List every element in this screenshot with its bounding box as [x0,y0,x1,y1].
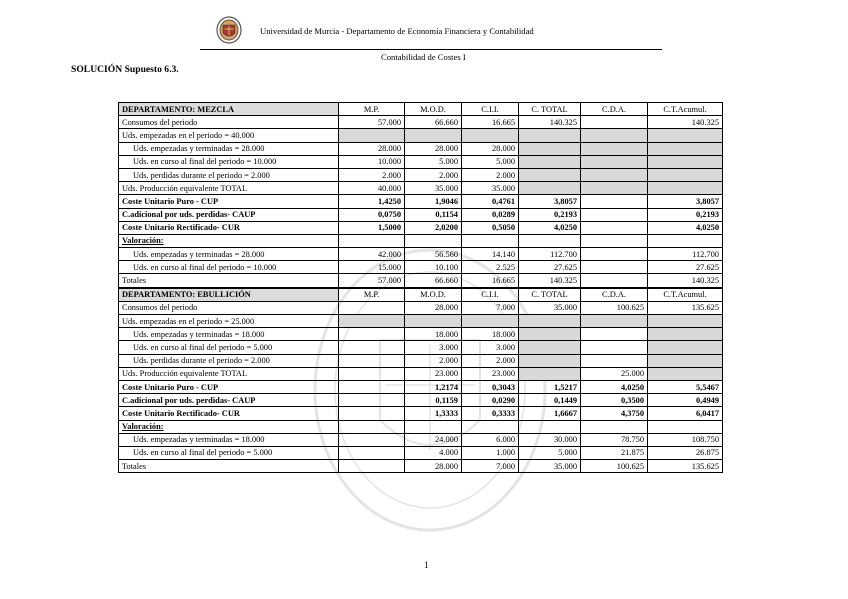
table-cell [581,208,648,221]
table-cell: 3.000 [462,341,519,354]
table-cell: 0,3043 [462,380,519,393]
table-row [119,354,723,367]
table-cell: 1,6667 [519,407,581,420]
table-cell [648,129,723,142]
row-label: C.adicional por uds. perdidas- CAUP [119,394,339,407]
column-header: C.D.A. [581,288,648,302]
cost-table [118,102,723,473]
table-row [119,407,723,420]
row-label: Coste Unitario Rectificado- CUR [119,221,339,234]
table-cell [519,367,581,380]
table-cell: 35.000 [405,182,462,195]
table-cell: 1,5217 [519,380,581,393]
table-cell: 0,0750 [339,208,405,221]
table-row [119,221,723,234]
table-cell: 2.000 [405,168,462,181]
table-cell [462,315,519,328]
column-header: M.O.D. [405,103,462,116]
table-row [119,168,723,181]
table-cell: 2.525 [462,261,519,274]
table-cell: 16.665 [462,116,519,129]
institution-header: Universidad de Murcia - Departamento de Economía Financiera y Contabilidad [260,26,534,36]
table-row [119,195,723,208]
table-cell: 25.000 [581,367,648,380]
table-cell [339,446,405,459]
table-row [119,234,723,247]
table-cell [581,328,648,341]
table-cell: 28.000 [462,142,519,155]
page-number: 1 [424,560,429,570]
table-cell [519,315,581,328]
table-cell [519,155,581,168]
table-cell: 42.000 [339,248,405,261]
table-row [119,394,723,407]
table-cell [648,328,723,341]
table-cell [581,420,648,433]
table-cell [648,354,723,367]
row-label: Uds. en curso al final del periodo = 5.000 [119,341,339,354]
table-cell [581,221,648,234]
table-cell: 100.625 [581,301,648,314]
table-cell: 23.000 [405,367,462,380]
table-row [119,155,723,168]
table-cell: 14.140 [462,248,519,261]
table-cell: 1,5000 [339,221,405,234]
table-cell: 7.000 [462,460,519,473]
column-header: C.I.I. [462,103,519,116]
table-cell: 27.625 [519,261,581,274]
table-cell: 0,2193 [519,208,581,221]
row-label: Totales [119,274,339,288]
table-cell [519,328,581,341]
table-row [119,315,723,328]
table-cell [519,129,581,142]
table-cell: 35.000 [519,460,581,473]
table-cell: 112.700 [648,248,723,261]
column-header: C.I.I. [462,288,519,302]
table-row [119,116,723,129]
table-cell [339,433,405,446]
row-label: Coste Unitario Puro - CUP [119,195,339,208]
table-row [119,420,723,433]
table-cell [519,142,581,155]
column-header: M.P. [339,288,405,302]
table-cell [648,142,723,155]
table-row [119,182,723,195]
table-cell: 0,1154 [405,208,462,221]
table-cell: 6.000 [462,433,519,446]
table-cell: 3,8057 [648,195,723,208]
table-cell [581,142,648,155]
table-cell [339,328,405,341]
row-label: Uds. en curso al final del periodo = 10.000 [119,261,339,274]
column-header: C.T.Acumul. [648,288,723,302]
table-cell [339,341,405,354]
course-title: Contabilidad de Costes I [381,52,466,62]
table-cell: 4,0250 [648,221,723,234]
row-label: Uds. empezadas y terminadas = 28.000 [119,248,339,261]
table-cell [581,168,648,181]
table-cell: 66.660 [405,274,462,288]
table-cell [648,155,723,168]
table-cell: 4,0250 [519,221,581,234]
table-cell: 1,4250 [339,195,405,208]
table-cell: 66.660 [405,116,462,129]
table-cell: 135.625 [648,301,723,314]
table-cell [405,420,462,433]
table-cell: 0,5050 [462,221,519,234]
table-cell: 0,4761 [462,195,519,208]
row-label: Uds. empezadas y terminadas = 28.000 [119,142,339,155]
table-cell: 0,3333 [462,407,519,420]
table-cell [648,168,723,181]
table-cell [339,301,405,314]
table-row [119,460,723,473]
table-cell: 10.000 [339,155,405,168]
row-label: Valoración: [119,420,339,433]
table-cell: 1.000 [462,446,519,459]
table-cell: 21.875 [581,446,648,459]
table-row [119,380,723,393]
table-cell: 2.000 [339,168,405,181]
table-cell: 1,3333 [405,407,462,420]
row-label: Uds. empezadas en el periodo = 25.000 [119,315,339,328]
table-cell: 0,1159 [405,394,462,407]
table-cell: 2.000 [405,354,462,367]
table-cell [519,341,581,354]
table-cell [581,315,648,328]
table-row [119,261,723,274]
table-cell: 6,0417 [648,407,723,420]
university-seal-icon [216,16,242,44]
table-row [119,274,723,288]
table-cell: 112.700 [519,248,581,261]
table-cell: 0,2193 [648,208,723,221]
table-cell: 1,9046 [405,195,462,208]
table-cell: 5,5467 [648,380,723,393]
table-row [119,367,723,380]
table-cell: 5.000 [519,446,581,459]
solution-title: SOLUCIÓN Supuesto 6.3. [71,64,179,75]
table-cell [339,380,405,393]
table-cell: 24.000 [405,433,462,446]
table-cell: 28.000 [405,460,462,473]
table-cell: 0,4949 [648,394,723,407]
table-cell [462,129,519,142]
table-cell [519,420,581,433]
row-label: Uds. Producción equivalente TOTAL [119,367,339,380]
table-cell [648,367,723,380]
row-label: Uds. perdidas durante el periodo = 2.000 [119,354,339,367]
table-cell: 0,0289 [462,208,519,221]
table-cell [339,407,405,420]
column-header: C.T.Acumul. [648,103,723,116]
table-row [119,248,723,261]
table-cell [462,420,519,433]
table-cell: 28.000 [405,301,462,314]
row-label: Uds. empezadas y terminadas = 18.000 [119,328,339,341]
table-cell [339,394,405,407]
table-cell [581,354,648,367]
header-divider [200,49,662,50]
table-cell: 140.325 [648,274,723,288]
column-header: M.P. [339,103,405,116]
table-cell [339,315,405,328]
table-cell [519,354,581,367]
table-cell [339,129,405,142]
table-cell: 40.000 [339,182,405,195]
table-cell: 57.000 [339,116,405,129]
table-cell [648,420,723,433]
table-row [119,341,723,354]
ebullicion-header-row [119,288,723,302]
table-cell [581,182,648,195]
row-label: Valoración: [119,234,339,247]
mezcla-header-row [119,103,723,116]
table-cell [581,234,648,247]
table-cell [648,234,723,247]
table-cell [581,155,648,168]
table-cell: 0,0290 [462,394,519,407]
row-label: Uds. empezadas en el periodo = 40.000 [119,129,339,142]
table-cell: 5.000 [405,155,462,168]
row-label: Consumos del periodo [119,116,339,129]
table-cell: 1,2174 [405,380,462,393]
row-label: Uds. en curso al final del periodo = 5.000 [119,446,339,459]
table-cell [339,420,405,433]
table-cell: 4,3750 [581,407,648,420]
table-cell: 2.000 [462,354,519,367]
table-cell: 56.560 [405,248,462,261]
table-cell: 0,1449 [519,394,581,407]
table-cell: 2,0200 [405,221,462,234]
column-header: C. TOTAL [519,288,581,302]
row-label: Uds. Producción equivalente TOTAL [119,182,339,195]
table-cell [648,182,723,195]
table-cell: 7.000 [462,301,519,314]
table-cell [339,367,405,380]
table-row [119,301,723,314]
table-cell: 26.875 [648,446,723,459]
table-cell: 4.000 [405,446,462,459]
table-cell: 10.100 [405,261,462,274]
row-label: Uds. en curso al final del periodo = 10.000 [119,155,339,168]
table-cell: 4,0250 [581,380,648,393]
table-cell: 18.000 [405,328,462,341]
table-row [119,208,723,221]
table-cell: 108.750 [648,433,723,446]
department-title: DEPARTAMENTO: MEZCLA [119,103,339,116]
department-title: DEPARTAMENTO: EBULLICIÓN [119,288,339,302]
table-row [119,433,723,446]
table-cell: 57.000 [339,274,405,288]
table-cell: 135.625 [648,460,723,473]
table-cell: 3,8057 [519,195,581,208]
table-cell [405,315,462,328]
table-cell [339,460,405,473]
row-label: C.adicional por uds. perdidas- CAUP [119,208,339,221]
table-cell: 5.000 [462,155,519,168]
table-cell [648,341,723,354]
row-label: Totales [119,460,339,473]
table-cell [519,168,581,181]
table-row [119,328,723,341]
table-cell: 35.000 [519,301,581,314]
column-header: C. TOTAL [519,103,581,116]
table-cell: 0,3500 [581,394,648,407]
table-cell [581,274,648,288]
table-row [119,446,723,459]
table-cell: 140.325 [519,116,581,129]
table-cell: 28.000 [405,142,462,155]
table-cell: 140.325 [648,116,723,129]
table-cell: 140.325 [519,274,581,288]
row-label: Uds. perdidas durante el periodo = 2.000 [119,168,339,181]
table-cell [581,261,648,274]
table-cell [519,182,581,195]
table-cell: 35.000 [462,182,519,195]
row-label: Coste Unitario Rectificado- CUR [119,407,339,420]
table-cell [339,234,405,247]
table-cell: 23.000 [462,367,519,380]
table-cell: 27.625 [648,261,723,274]
table-row [119,129,723,142]
table-cell [519,234,581,247]
table-cell [648,315,723,328]
table-cell: 16.665 [462,274,519,288]
table-cell: 100.625 [581,460,648,473]
column-header: C.D.A. [581,103,648,116]
row-label: Uds. empezadas y terminadas = 18.000 [119,433,339,446]
column-header: M.O.D. [405,288,462,302]
table-cell: 15.000 [339,261,405,274]
table-cell [462,234,519,247]
table-cell [581,248,648,261]
table-cell [581,195,648,208]
table-cell [339,354,405,367]
row-label: Consumos del periodo [119,301,339,314]
table-cell [581,341,648,354]
table-cell: 28.000 [339,142,405,155]
table-cell: 78.750 [581,433,648,446]
table-cell [405,234,462,247]
table-cell [581,116,648,129]
table-cell: 2.000 [462,168,519,181]
table-cell: 3.000 [405,341,462,354]
table-cell [581,129,648,142]
table-cell: 30.000 [519,433,581,446]
table-cell [405,129,462,142]
table-row [119,142,723,155]
row-label: Coste Unitario Puro - CUP [119,380,339,393]
table-cell: 18.000 [462,328,519,341]
